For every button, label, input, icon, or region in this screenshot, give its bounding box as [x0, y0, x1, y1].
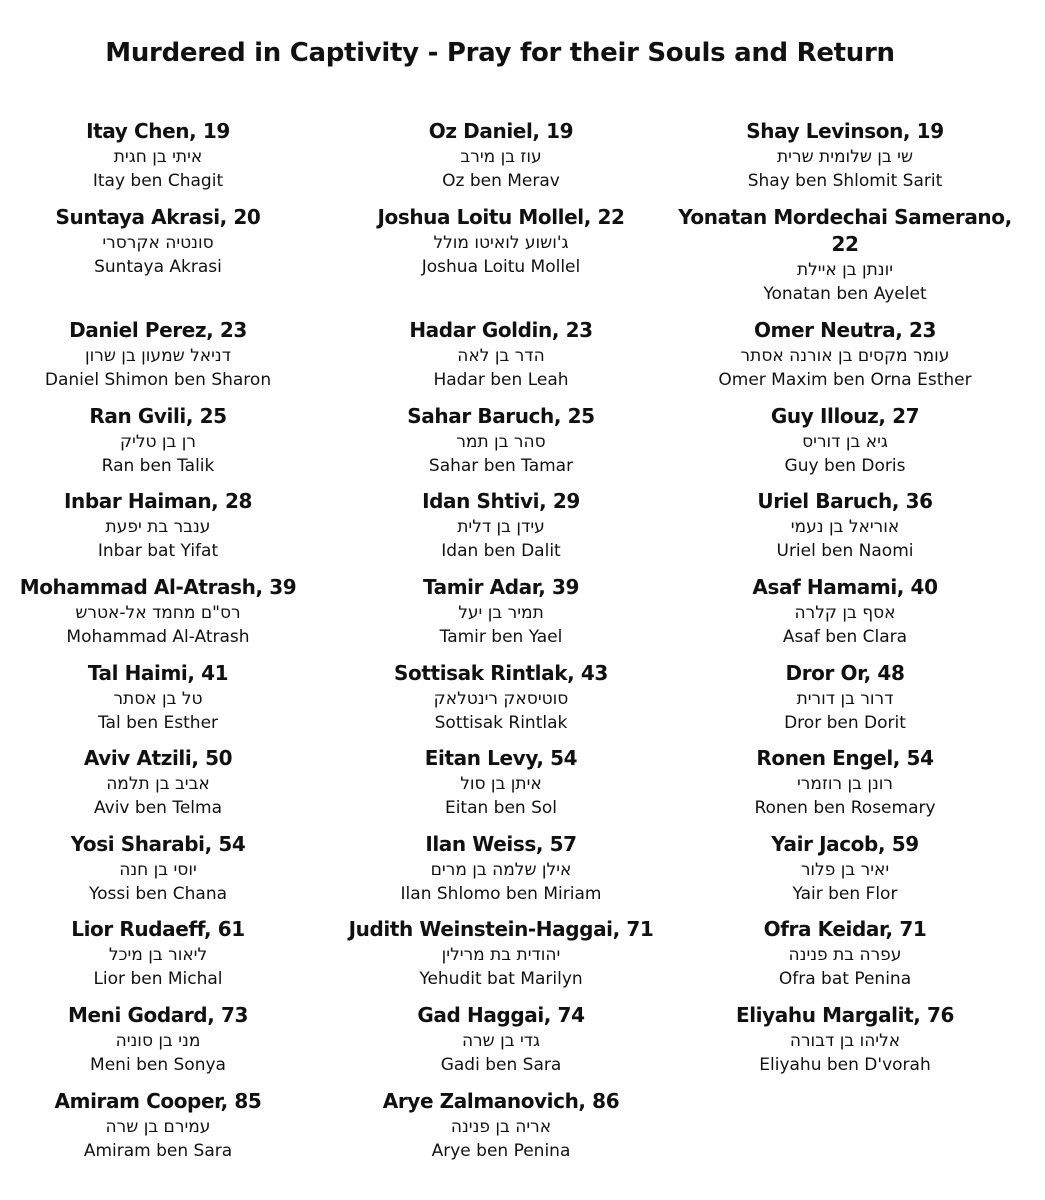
entry-transliterated-name: Inbar bat Yifat [97, 541, 219, 561]
entry-hebrew-name: ליאור בן מיכל [108, 945, 208, 965]
entry-transliterated-name: Asaf ben Clara [782, 627, 908, 647]
entry-transliterated-name: Dror ben Dorit [784, 713, 906, 733]
memorial-entry [675, 745, 1015, 820]
memorial-entry [675, 831, 1015, 906]
entry-hebrew-name: עומר מקסים בן אורנה אסתר [740, 346, 950, 366]
entry-name-age: Joshua Loitu Mollel, 22 [377, 205, 625, 229]
memorial-entry [0, 317, 328, 392]
entry-name-age: Meni Godard, 73 [67, 1003, 249, 1027]
entry-name-age: Ilan Weiss, 57 [425, 832, 577, 856]
entry-name-age: Uriel Baruch, 36 [757, 489, 933, 513]
memorial-entry [331, 916, 671, 991]
memorial-entry [0, 745, 328, 820]
entry-hebrew-name: סוטיסאק רינטלאק [433, 689, 569, 709]
entry-name-age: Tal Haimi, 41 [87, 661, 229, 685]
memorial-entry [331, 488, 671, 563]
memorial-entry [331, 660, 671, 735]
entry-name-age: Yair Jacob, 59 [771, 832, 919, 856]
entry-hebrew-name: יאיר בן פלור [800, 860, 890, 880]
entry-transliterated-name: Ronen ben Rosemary [754, 798, 936, 818]
entry-hebrew-name: דרור בן דורית [796, 689, 894, 709]
entry-transliterated-name: Gadi ben Sara [440, 1055, 562, 1075]
entry-hebrew-name: דניאל שמעון בן שרון [85, 346, 231, 366]
entry-transliterated-name: Ilan Shlomo ben Miriam [400, 884, 602, 904]
entry-transliterated-name: Idan ben Dalit [441, 541, 561, 561]
entry-name-age: Shay Levinson, 19 [746, 119, 944, 143]
memorial-entry [331, 1088, 671, 1163]
memorial-entry [675, 660, 1015, 735]
entry-name-age: Mohammad Al-Atrash, 39 [19, 575, 297, 599]
memorial-entry [0, 574, 328, 649]
entry-name-age: Suntaya Akrasi, 20 [55, 205, 261, 229]
entry-transliterated-name: Yonatan ben Ayelet [763, 284, 927, 304]
memorial-entry [331, 1002, 671, 1077]
entry-hebrew-name: סהר בן תמר [456, 432, 546, 452]
memorial-entry [0, 1088, 328, 1163]
entry-hebrew-name: רונן בן רוזמרי [797, 774, 893, 794]
entry-name-age: Ronen Engel, 54 [756, 746, 934, 770]
memorial-entry [331, 317, 671, 392]
entry-hebrew-name: גדי בן שרה [461, 1031, 541, 1051]
entry-hebrew-name: הדר בן לאה [457, 346, 545, 366]
entry-hebrew-name: אוריאל בן נעמי [790, 517, 900, 537]
entry-transliterated-name: Tal ben Esther [97, 713, 219, 733]
entry-name-age: Tamir Adar, 39 [422, 575, 580, 599]
entry-name-age: Ofra Keidar, 71 [763, 917, 927, 941]
entry-hebrew-name: יהודית בת מרילין [441, 945, 561, 965]
entry-hebrew-name: יוסי בן חנה [119, 860, 197, 880]
entry-transliterated-name: Tamir ben Yael [439, 627, 563, 647]
memorial-entry [0, 118, 328, 193]
memorial-entry [331, 118, 671, 193]
entry-transliterated-name: Meni ben Sonya [90, 1055, 226, 1075]
entry-transliterated-name: Guy ben Doris [784, 456, 906, 476]
entry-transliterated-name: Arye ben Penina [431, 1141, 571, 1161]
entry-hebrew-name: רס"ם מחמד אל-אטרש [75, 603, 241, 623]
memorial-entry [331, 745, 671, 820]
entry-name-age: Sottisak Rintlak, 43 [394, 661, 608, 685]
entry-hebrew-name: אסף בן קלרה [794, 603, 896, 623]
entry-name-age: Yosi Sharabi, 54 [70, 832, 246, 856]
entry-hebrew-name: אליהו בן דבורה [789, 1031, 901, 1051]
entry-name-age: Gad Haggai, 74 [417, 1003, 585, 1027]
entry-transliterated-name: Oz ben Merav [442, 171, 560, 191]
entry-name-age: Aviv Atzili, 50 [83, 746, 233, 770]
memorial-entry [331, 831, 671, 906]
entry-hebrew-name: עוז בן מירב [460, 147, 542, 167]
memorial-entry [675, 916, 1015, 991]
entry-name-age: Guy Illouz, 27 [770, 404, 920, 428]
entry-name-age: Inbar Haiman, 28 [64, 489, 252, 513]
entry-hebrew-name: איתן בן סול [460, 774, 542, 794]
entry-transliterated-name: Joshua Loitu Mollel [421, 257, 581, 277]
entry-hebrew-name: איתי בן חגית [113, 147, 203, 167]
entry-name-age: Itay Chen, 19 [86, 119, 230, 143]
entry-hebrew-name: ג'ושוע לואיטו מולל [433, 233, 569, 253]
memorial-entry [331, 574, 671, 649]
entry-name-age: Idan Shtivi, 29 [422, 489, 580, 513]
entry-name-age: Asaf Hamami, 40 [752, 575, 938, 599]
entry-transliterated-name: Hadar ben Leah [433, 370, 569, 390]
entry-transliterated-name: Yossi ben Chana [88, 884, 228, 904]
memorial-entry [331, 204, 671, 279]
entry-name-age: Amiram Cooper, 85 [54, 1089, 262, 1113]
memorial-entry [0, 660, 328, 735]
entry-name-age: Yonatan Mordechai Samerano, 22 [678, 205, 1012, 256]
entry-name-age: Eliyahu Margalit, 76 [735, 1003, 955, 1027]
entry-transliterated-name: Sottisak Rintlak [434, 713, 568, 733]
memorial-entry [0, 831, 328, 906]
entry-hebrew-name: תמיר בן יעל [458, 603, 544, 623]
entry-hebrew-name: שי בן שלומית שרית [777, 147, 913, 167]
entry-hebrew-name: מני בן סוניה [115, 1031, 201, 1051]
entry-transliterated-name: Ran ben Talik [101, 456, 215, 476]
entry-transliterated-name: Itay ben Chagit [92, 171, 224, 191]
memorial-entry [675, 403, 1015, 478]
memorial-entry [331, 403, 671, 478]
entry-name-age: Arye Zalmanovich, 86 [382, 1089, 620, 1113]
memorial-entry [0, 1002, 328, 1077]
entry-transliterated-name: Aviv ben Telma [94, 798, 222, 818]
memorial-entry [675, 488, 1015, 563]
entry-transliterated-name: Omer Maxim ben Orna Esther [718, 370, 972, 390]
entry-name-age: Daniel Perez, 23 [69, 318, 247, 342]
memorial-entry [675, 317, 1015, 392]
entry-hebrew-name: אילן שלמה בן מרים [430, 860, 572, 880]
entry-hebrew-name: אביב בן תלמה [106, 774, 210, 794]
entry-hebrew-name: גיא בן דוריס [802, 432, 888, 452]
memorial-entry [675, 204, 1015, 306]
entry-hebrew-name: עפרה בת פנינה [788, 945, 902, 965]
entry-hebrew-name: סונטיה אקרסרי [102, 233, 214, 253]
entry-hebrew-name: יונתן בן איילת [796, 260, 894, 280]
entry-hebrew-name: רן בן טליק [119, 432, 197, 452]
memorial-entry [675, 1002, 1015, 1077]
entry-transliterated-name: Amiram ben Sara [83, 1141, 233, 1161]
entry-name-age: Oz Daniel, 19 [428, 119, 574, 143]
memorial-entry [0, 403, 328, 478]
entry-name-age: Sahar Baruch, 25 [407, 404, 595, 428]
entry-name-age: Dror Or, 48 [785, 661, 905, 685]
entry-name-age: Ran Gvili, 25 [89, 404, 227, 428]
memorial-entry [675, 118, 1015, 193]
entry-transliterated-name: Lior ben Michal [93, 969, 223, 989]
memorial-entry [0, 204, 328, 279]
entry-hebrew-name: טל בן אסתר [113, 689, 203, 709]
entry-transliterated-name: Yair ben Flor [792, 884, 898, 904]
entry-name-age: Eitan Levy, 54 [424, 746, 578, 770]
memorial-entry [0, 488, 328, 563]
entry-transliterated-name: Ofra bat Penina [778, 969, 912, 989]
entry-transliterated-name: Suntaya Akrasi [94, 257, 222, 277]
entry-transliterated-name: Eitan ben Sol [444, 798, 558, 818]
entry-name-age: Judith Weinstein-Haggai, 71 [348, 917, 654, 941]
entry-hebrew-name: ענבר בת יפעת [105, 517, 211, 537]
memorial-entry [675, 574, 1015, 649]
entry-name-age: Hadar Goldin, 23 [409, 318, 593, 342]
entry-transliterated-name: Yehudit bat Marilyn [419, 969, 583, 989]
entry-transliterated-name: Uriel ben Naomi [776, 541, 914, 561]
entry-name-age: Omer Neutra, 23 [753, 318, 937, 342]
entry-transliterated-name: Shay ben Shlomit Sarit [747, 171, 943, 191]
entry-transliterated-name: Sahar ben Tamar [428, 456, 574, 476]
entry-hebrew-name: עידן בן דלית [457, 517, 545, 537]
memorial-entry [0, 916, 328, 991]
entry-hebrew-name: עמירם בן שרה [105, 1117, 211, 1137]
entry-transliterated-name: Eliyahu ben D'vorah [759, 1055, 931, 1075]
entry-hebrew-name: אריה בן פנינה [450, 1117, 552, 1137]
entry-transliterated-name: Daniel Shimon ben Sharon [44, 370, 272, 390]
page-title: Murdered in Captivity - Pray for their Souls and Return [105, 38, 895, 68]
entry-transliterated-name: Mohammad Al-Atrash [66, 627, 250, 647]
entry-name-age: Lior Rudaeff, 61 [71, 917, 245, 941]
